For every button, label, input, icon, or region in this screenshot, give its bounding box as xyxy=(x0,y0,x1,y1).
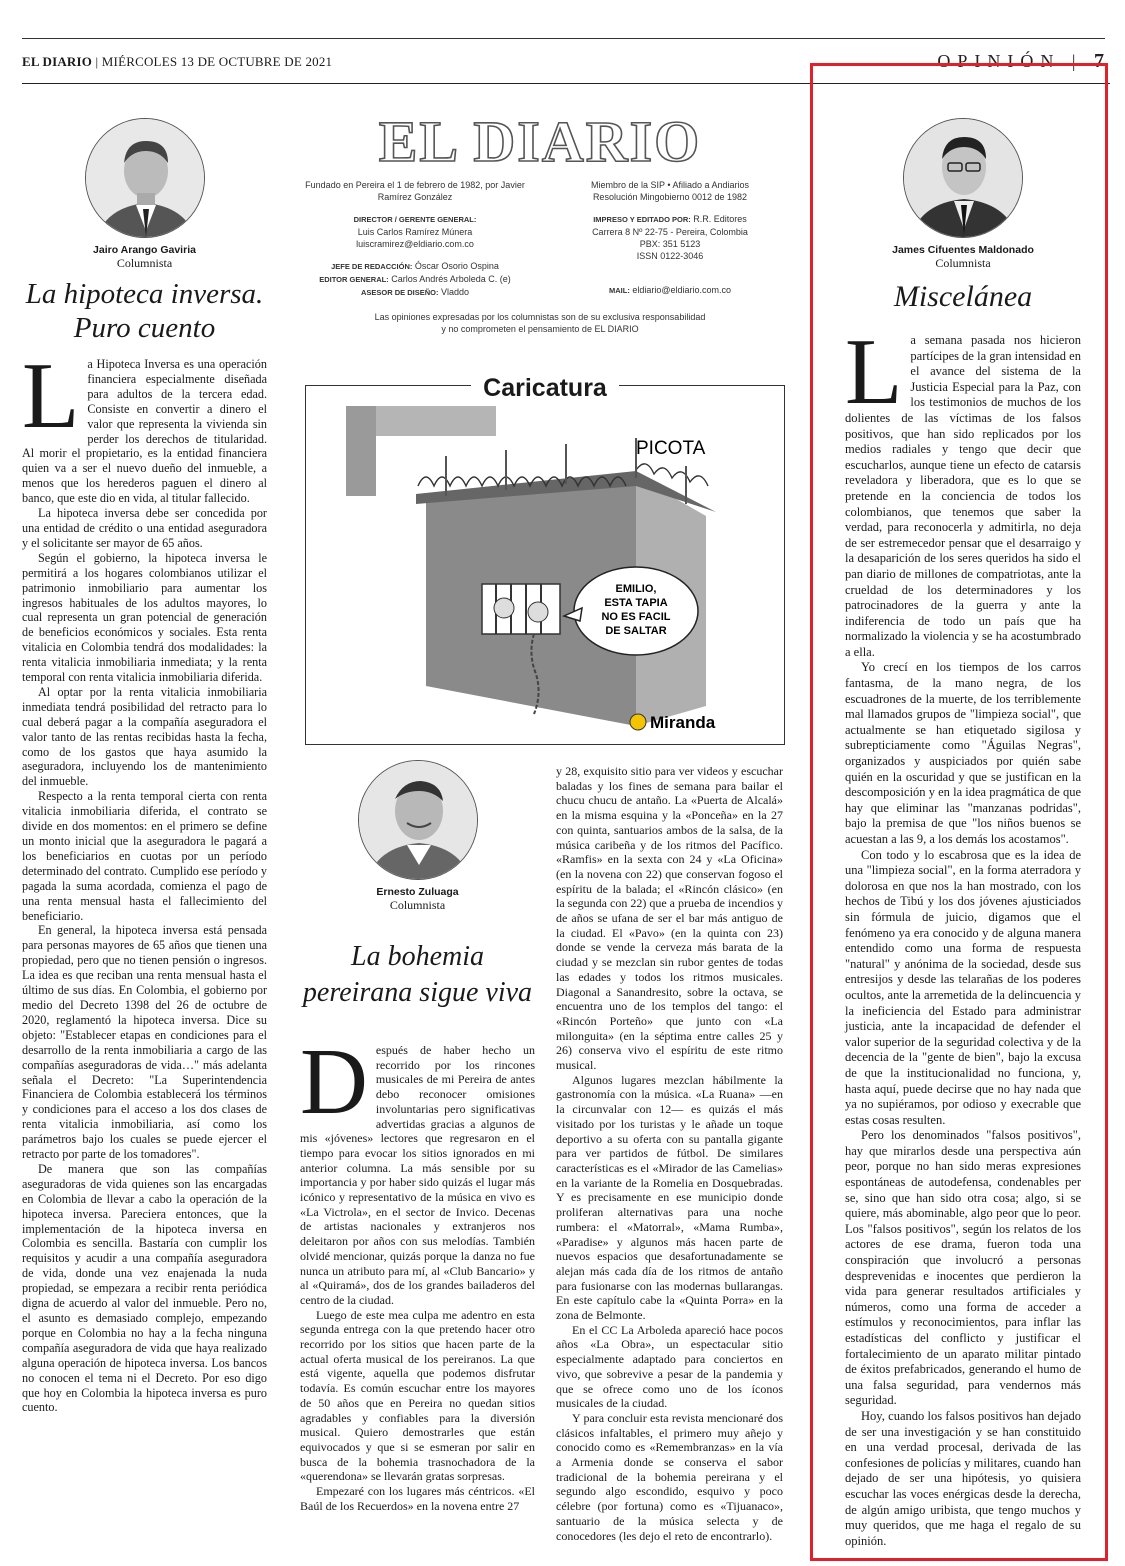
cartoon-illustration xyxy=(306,386,784,744)
dropcap-right: L xyxy=(845,320,903,424)
picota-sign: PICOTA xyxy=(636,438,706,459)
headline-right: Miscelánea xyxy=(893,280,1033,313)
header-right: OPINIÓN | 7 xyxy=(937,50,1104,72)
paragraph: a semana pasada nos hicieron partícipes de la gran intensidad en el avance del sistema de la Justicia Especial para la Paz, con los testimonios de muchos de los dolientes de las víctimas de los falsos positivos, que han sido replicados por los medios radiales y tengo que decir que escucharlos, aunque tiene un efecto de catarsis reveladora y liberadora, que es lo que se pretende en la conciencia de todos los colombianos, que tenemos que saber la verdad, para reconocerla y admitirla, no deja de ser estremecedor pensar que el desarraigo y la desaparición de los seres queridos ha sido el pan diario de millones de compatriotas, ante la crueldad de los determinadores y los patrocinadores de la guerra y ante la indiferencia de todo un país que ha normalizado la violencia y se ha acostumbrado a ella. xyxy=(845,333,1081,659)
left-column xyxy=(22,118,267,1415)
article-body-middle-col2 xyxy=(556,764,783,1543)
paragraph: En el CC La Arboleda apareció hace pocos años «La Obra», un espectacular sitio especialmente adaptado para conciertos en vivo, que sobrevive a pesar de la pandemia y que se ofrece como uno de los íconos musicales de la ciudad. xyxy=(556,1322,783,1411)
paragraph: De manera que son las compañías aseguradoras de vida quienes son las encargadas en Colombia de llevar a cabo la operación de la hipoteca inversa. Pareciera entonces, que la implementación de la hipoteca inversa en Colombia es sencilla. Bastaría con cumplir los requisitos y acudir a una compañía aseguradora de vida, donde una vez enajenada la nuda propiedad, se empezara a recibir renta periódica digna de acuerdo al valor del inmueble. Pero no, el asunto es demasiado complejo, empezando porque en Colombia no hay a la fecha ninguna compañía aseguradora de vida que haya realizado alguna operación de hipoteca inversa. Los bancos no conocen el tema ni el Decreto. Por eso digo que hoy en Colombia la hipoteca inversa es puro cuento. xyxy=(22,1161,267,1415)
middle-author-block xyxy=(358,760,478,880)
paragraph: Luego de este mea culpa me adentro en esta segunda entrega con la que pretendo hacer otro recorrido por los sitios que hacen parte de la actual oferta musical de los pereiranos. La que está vigente, aquella que podemos disfrutar todavía. Es común escuchar entre los mayores de 50 años que en Pereira no quedan sitios agradables y confiables para la diversión musical. Quiero demostrarles que están equivocados y que si se esmeran por salir en busca de la bohemia trasnochadora de la «querendona» se llevarán gratas sorpresas. xyxy=(300,1307,535,1484)
header-page-number: 7 xyxy=(1094,50,1104,72)
headline-left: La hipoteca inversa. Puro cuento xyxy=(25,278,264,344)
paragraph: Al optar por la renta vitalicia inmobiliaria inmediata tendrá posibilidad del retracto para lo cual deberá pagar a la compañía aseguradora el valor tanto de las rentas recibidas hasta la fecha, como de los gastos que haya asumido la aseguradora, incluyendo los de mantenimiento del inmueble. xyxy=(22,684,267,789)
paragraph: La hipoteca inversa debe ser concedida por una entidad de crédito o una entidad aseguradora y el solicitante ser mayor de 65 años. xyxy=(22,506,267,550)
article-body-left xyxy=(22,344,267,1415)
paragraph: En general, la hipoteca inversa está pensada para personas mayores de 65 años que tienen una propiedad, pero que no tienen pensión o ingresos. La idea es que reciban una renta mensual hasta el último de sus días. En Colombia, el gobierno por medio del Decreto 1398 del 26 de octubre de 2020, reglamentó la hipoteca inversa. Dice su objeto: "Establecer etapas en condiciones para el desarrollo de la renta inmobiliaria a cargo de las compañías aseguradoras de vida…" más adelanta señala el Decreto: "La Superintendencia Financiera de Colombia establecerá los términos y condiciones para el acceso a los dos clases de renta vitalicia inmobiliaria, así como los parámetros bajo los cuales se puede ejercer el retracto por parte de los tomadores". xyxy=(22,923,267,1162)
author-name-left: Jairo Arango Gaviria xyxy=(93,244,196,256)
header-left: EL DIARIO | MIÉRCOLES 13 DE OCTUBRE DE 2021 xyxy=(22,54,333,69)
cartoon-heading: Caricatura xyxy=(471,374,619,402)
paragraph: Respecto a la renta temporal cierta con renta vitalicia inmobiliaria diferida, el contrato se divide en dos momentos: en el primero se define un monto inicial que la aseguradora le pagará a los beneficiarios en cuotas por un período determinado del contrato. Cumplido ese período y pagada la suma acordada, comienza el pago de una renta mensual hasta el fallecimiento del beneficiario. xyxy=(22,789,267,923)
disclaimer: Las opiniones expresadas por los columnistas son de su exclusiva responsabilidad y no comprometen el pensamiento de EL DIARIO xyxy=(374,312,706,334)
paragraph: Algunos lugares mezclan hábilmente la gastronomía con la música. «La Ruana» —en la circunvalar con 12— es quizás el más visitado por los turistas y le añade un toque deportivo a su oferta con su pantalla gigante para ver partidos de fútbol. De similares características es el «Mirador de las Camelias» en la variante de la Romelia en Dosquebradas. Y es precisamente en ese municipio donde proliferan alternativas para una noche rumbera: el «Matorral», «Mama Rumba», «Paradise» y algunos más hacen parte de nuevos espacios que desafortunadamente se alejan más cada día de los ritmos de antaño para fusionarse con las modernas bullarangas. En este capítulo cabe la «Quinta Porra» en la zona de Belmonte. xyxy=(556,1072,783,1323)
avatar-portrait-icon xyxy=(86,119,205,238)
author-name-middle: Ernesto Zuluaga xyxy=(376,886,459,898)
founded-text: Fundado en Pereira el 1 de febrero de 1982, por Javier Ramírez González xyxy=(305,180,525,202)
paragraph: Y para concluir esta revista mencionaré dos clásicos infaltables, el primero muy añejo y conocido como es «Remembranzas» en la vía a Armenia donde se conserva el sabor tradicional de la bohemia pereirana y el segundo algo escondido, esquivo y poco célebre (por fortuna) como es «Tijuanaco», santuario de la música selecta y de conocedores (les dejo el reto de encontrarlo). xyxy=(556,1410,783,1543)
cartoonist-signature: Miranda xyxy=(650,713,716,732)
bubble-line-3: NO ES FACIL xyxy=(601,611,671,623)
masthead-logo: EL DIARIO xyxy=(378,109,702,174)
dropcap-middle: D xyxy=(300,1030,368,1134)
author-role-middle: Columnista xyxy=(389,898,446,912)
paragraph: Empezaré con los lugares más céntricos. «El Baúl de los Recuerdos» en la novena entre 27 xyxy=(300,1484,535,1513)
paragraph: a Hipoteca Inversa es una operación financiera especialmente diseñada para adultos de la tercera edad. Consiste en convertir a dinero el valor que representa la vivienda sin perder los derechos de titularidad. Al morir el propietario, es la entidad financiera quien va a ser el nuevo dueño del inmueble, a menos que los herederos paguen el dinero al banco, que este dio en vida, al titular fallecido. xyxy=(22,357,267,506)
paragraph: Yo crecí en los tiempos de los carros fantasma, de la mano negra, de los escuadrones de la muerte, de los terriblemente mal llamados grupos de "limpieza social", que actualmente se han etiquetado sigilosa y subrepticiamente como "Águilas Negras", organizados y auspiciados por quién sabe quién en la oscuridad y que se justifican en la descomposición y en la idea pragmática de que hay que eliminar las "manzanas podridas", bajo la premisa de que "los niños buenos se acuestan a las 9, a los demás los acostamos". xyxy=(845,660,1081,846)
paragraph: Con todo y lo escabrosa que es la idea de una "limpieza social", en la forma aterradora y dolorosa en que nos la han mostrado, con los hechos de Tibú y los dos jóvenes ajusticiados sin fórmula de juicio, digamos que el fenómeno ya era conocido y de alguna manera entendido como una forma de respuesta "natural" y anónima de la sociedad, desde sus entresijos y desde las telarañas de los poderes ocultos, ante la arremetida de la delincuencia y la ineficiencia del Estado para administrar justicia, ante la incapacidad de defender el valor superior de la seguridad colectiva y de la decencia de la "gente de bien", bajo la excusa de que la institucionalidad no funciona, y, hasta aquí, puede decirse que no hay nada que ya no supiéramos, por odioso y execrable que estas cosas resulten. xyxy=(845,847,1081,1127)
author-role-left: Columnista xyxy=(116,256,173,270)
author-name-right: James Cifuentes Maldonado xyxy=(892,244,1034,256)
bubble-line-2: ESTA TAPIA xyxy=(604,597,668,609)
author-role-right: Columnista xyxy=(935,256,991,270)
paragraph: Pero los denominados "falsos positivos", hay que mirarlos desde una perspectiva aún peor, porque no han sido meras expresiones espontáneas de autodefensa, condenables per se, sino que han sido otra cosa; algo, si se quiere, más abominable, algo peor que lo peor. Los "falsos positivos", según los relatos de los actores de ese drama, fueron toda una conspiración que involucró a personas desprevenidas e inocentes que perdieron la vida para generar resultados artificiales y números, como una forma de acceder a estímulos y reconocimientos, para inflar las estadísticas del conflicto y justificar el fortalecimiento de un aparato militar pintado de éxitos prefabricados, generando el humo de una falsa seguridad, para vendernos más seguridad. xyxy=(845,1128,1081,1408)
middle-author-info xyxy=(300,886,535,1011)
highlight-frame xyxy=(810,63,1108,1561)
author-photo-left xyxy=(85,118,205,238)
member-text: Miembro de la SIP • Afiliado a Andiarios xyxy=(590,180,750,190)
top-rule xyxy=(22,38,1105,39)
paragraph: espués de haber hecho un recorrido por los rincones musicales de mi Pereira de antes debo reconocer omisiones involuntarias pero significativas advertidas gracias a algunos de mis «jóvenes» lectores que regresaron en el tiempo para evocar los sitios ignorados en mi anterior columna. La más sensible por su importancia y por haber sido quizás el lugar más icónico y representativo de la música en vivo es «La Victrola», en el sector de Invico. Decenas de artistas nacionales y extranjeros nos deleitaron por años con sus melodías. También olvidé mencionar, quizás porque la danza no fue nunca un atributo para mí, al «Club Bancario» y al «Quiramá», dos de los grandes bailaderos del centro de la ciudad. xyxy=(300,1043,535,1307)
avatar-portrait-icon xyxy=(359,761,478,880)
header-paper-name: EL DIARIO xyxy=(22,54,93,69)
paragraph: Hoy, cuando los falsos positivos han dejado de ser una investigación y se han constituido en una verdad procesal, derivada de las confesiones de policías y militares, cuando han dejado de ser una hipótesis, yo quisiera escuchar las voces enérgicas desde la derecha, de algún amigo uribista, que tengo muchos y muy queridos, que me haga el regalo de su opinión. xyxy=(845,1408,1081,1548)
header-section: OPINIÓN xyxy=(937,51,1061,71)
masthead: EL DIARIO Fundado en Pereira el 1 de febrero de 1982, por Javier Ramírez González DIRECTOR / GERENTE GENERAL: Luis Carlos Ramírez Múnera luiscramirez@eldiario.com.co JEFE DE REDACCIÓN: Óscar Osorio Ospina EDITOR GENERAL: Carlos Andrés Arboleda C. (e) ASESOR DE DISEÑO: Vladdo Miembro de la SIP • Afiliado a Andiarios Resolución Mingobierno 0012 de 1982 IMPRESO Y EDITADO POR: R.R. Editores Carrera 8 Nº 22-75 - Pereira, Colombia PBX: 351 5123 ISSN 0122-3046 MAIL: eldiario@eldiario.com.co Las opiniones expresadas por los columnistas son de su exclusiva responsabilidad y no comprometen el pensamiento de EL DIARIO xyxy=(300,108,780,335)
bubble-line-1: EMILIO, xyxy=(615,583,657,595)
header-date: MIÉRCOLES 13 DE OCTUBRE DE 2021 xyxy=(101,54,333,69)
dropcap-left: L xyxy=(22,344,80,448)
paragraph: y 28, exquisito sitio para ver videos y escuchar baladas y los fines de semana para bailar el chucu chucu de antaño. La «Puerta de Alcalá» en la misma esquina y la «Ponceña» en la 27 con quinta, santuarios ambos de la salsa, de la música caribeña y de los ritmos del Pacífico. «Ramfis» en la sexta con 24 y «La Oficina» (en la novena con 22) que conservan fogoso el espíritu de la balada; el «Rincón clásico» (en la segunda con 22) que a prueba de incendios y de años se ufana de ser el bar más antiguo de la ciudad. El «Pavo» (en la quinta con 23) donde se vende la cerveza más barata de la ciudad y se mezclan sin rubor gentes de todas las edades y todos los ritmos musicales. Diagonal a Sanandresito, sobre la octava, se encuentra uno de los templos del tango: el «Rincón Porteño» que junto con «La milonguita» (en la séptima entre calles 25 y 26) conserva vivo el espíritu de este ritmo musical. xyxy=(556,764,783,1073)
cartoon-box xyxy=(305,374,785,745)
author-photo-middle xyxy=(358,760,478,880)
bubble-line-4: DE SALTAR xyxy=(605,625,667,637)
article-body-middle-col1 xyxy=(300,1030,535,1514)
paragraph: Según el gobierno, la hipoteca inversa le permitirá a los hogares colombianos utilizar el patrimonio inmobiliario para aumentar los ingresos habituales de los adultos mayores, lo cual representa un gran potencial de generación de beneficios económicos y sociales. Esta renta vitalicia en Colombia tendrá dos modalidades: la renta vitalicia inmobiliaria inmediata; y la renta temporal con renta vitalicia inmobiliaria diferida. xyxy=(22,550,267,685)
headline-middle: La bohemia pereirana sigue viva xyxy=(302,941,533,1008)
